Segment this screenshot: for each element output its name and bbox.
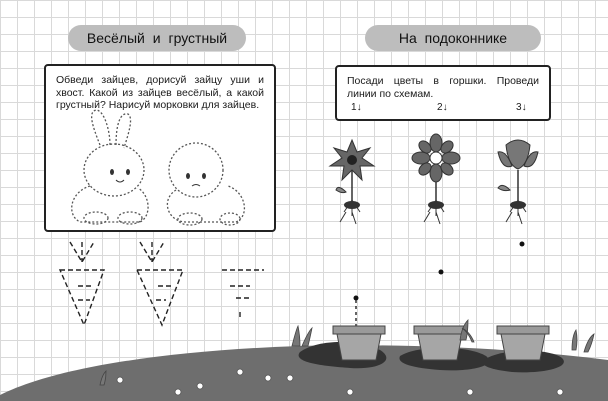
chick-icon [167, 143, 244, 225]
left-page-title: Весёлый и грустный [68, 25, 246, 51]
left-instruction-text: Обведи зайцев, дорисуй зайцу уши и хвост. Какой из зайцев весёлый, а какой грустный? Нарисуй морковки для зайцев. [56, 74, 264, 111]
flower-pot-icon [333, 326, 385, 360]
arrow-down-icon: ↓ [442, 102, 448, 113]
rabbit-icon [72, 110, 148, 224]
right-page-title: На подоконнике [365, 25, 541, 51]
flower-pot-icon [414, 326, 466, 360]
carrot-outline-icon [137, 242, 183, 325]
arrow-down-icon: ↓ [521, 102, 527, 113]
arrow-down-icon: ↓ [356, 102, 362, 113]
right-instruction-text: Посади цветы в горшки. Проведи линии по схемам. [347, 75, 539, 100]
guide-dots [354, 242, 525, 301]
chick-face [186, 173, 206, 186]
scheme-3-label: 3 [516, 102, 522, 113]
scheme-2-label: 2 [437, 102, 443, 113]
rabbit-face [110, 169, 130, 182]
scheme-1-label: 1 [351, 102, 357, 113]
carrot-outline-icon [60, 242, 104, 325]
flower-pot-icon [497, 326, 549, 360]
flower-icon [498, 140, 538, 224]
flower-icon [412, 134, 460, 224]
flower-icon [330, 140, 374, 224]
carrot-outline-icon [222, 270, 264, 318]
